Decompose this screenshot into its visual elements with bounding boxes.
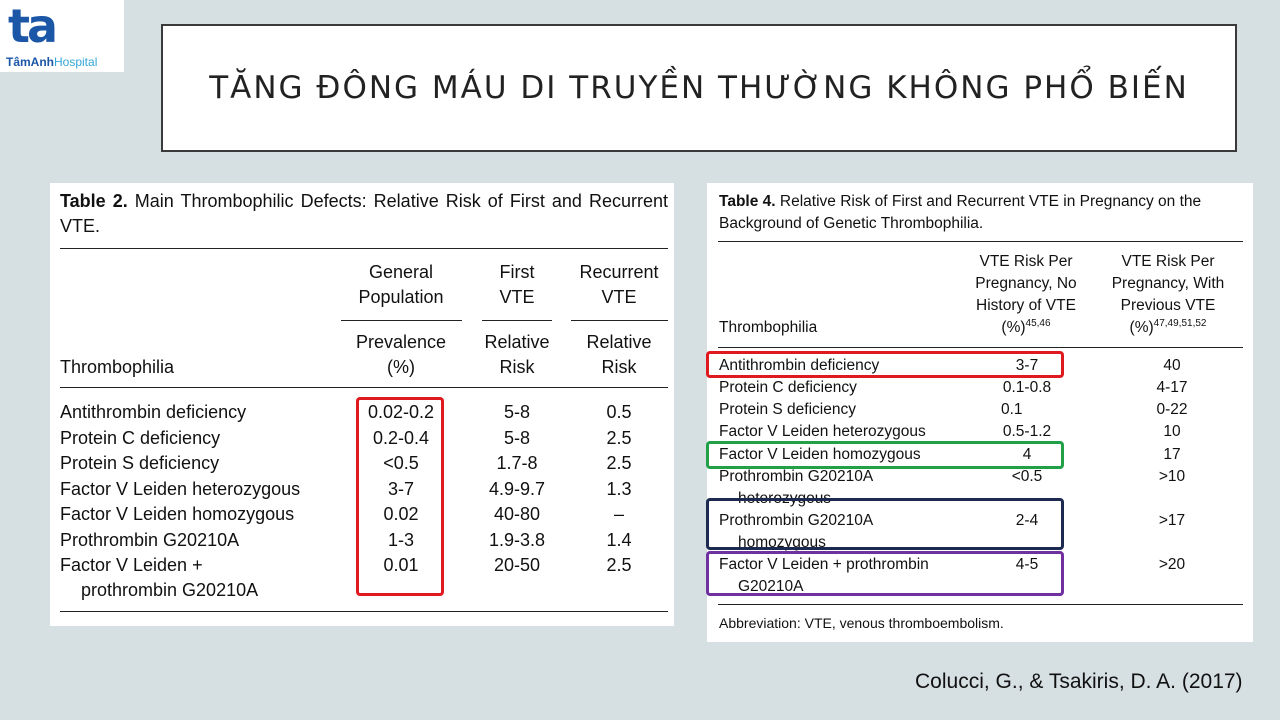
table-4-row-2-no-history: 0.1-0.8 (1002, 379, 1052, 396)
table-4-col-2-unit: (%) (1129, 319, 1154, 336)
table-4-row-5-name: Factor V Leiden homozygous (719, 446, 921, 463)
table-2-group-rule-3 (571, 320, 668, 321)
table-4-top-rule (718, 241, 1243, 242)
table-2-row-5-name: Factor V Leiden homozygous (60, 504, 295, 524)
table-2-row-3-recurrent-vte: 2.5 (606, 453, 632, 473)
logo-name-part1: TâmAnh (6, 55, 54, 69)
table-2-row-5-first-vte: 40-80 (493, 504, 541, 524)
table-2-label: Table 2. (60, 191, 128, 211)
table-4-row-header: Thrombophilia (719, 319, 818, 336)
table-4-row-7-with-previous: >17 (1158, 512, 1186, 529)
table-2-row-header: Thrombophilia (60, 357, 175, 377)
table-4-col-1-unit: (%) (1001, 319, 1026, 336)
table-4-row-6-with-previous: >10 (1158, 468, 1186, 485)
table-4-row-1-no-history: 3-7 (1015, 357, 1039, 374)
logo-name (6, 55, 97, 69)
table-2-bottom-rule (60, 611, 668, 612)
logo-mark: ta (8, 0, 56, 53)
table-4-caption (719, 191, 1247, 235)
table-4-row-1-with-previous: 40 (1163, 357, 1181, 374)
table-2-group-rule-1 (341, 320, 462, 321)
highlight-box-antithrombin (706, 351, 1064, 378)
table-2-row-6-name: Prothrombin G20210A (60, 529, 240, 550)
table-4-row-3-with-previous: 0-22 (1156, 401, 1188, 418)
table-4-col-2-title: VTE Risk Per Pregnancy, With Previous VTE (1111, 253, 1225, 314)
table-4-col-1-refs: 45,46 (1025, 317, 1051, 329)
table-4-bottom-rule (718, 604, 1243, 605)
table-2-row-7-recurrent-vte: 2.5 (606, 555, 632, 575)
table-4-row-6-continued: heterozygous (738, 490, 832, 507)
table-2-caption-text: Main Thrombophilic Defects: Relative Risk of First and Recurrent VTE. (60, 191, 668, 236)
hospital-logo (0, 0, 124, 72)
table-2-row-3-first-vte: 1.7-8 (496, 453, 538, 473)
highlight-box-prothrombin-homozygous (706, 498, 1064, 550)
table-2-row-1-recurrent-vte: 0.5 (606, 402, 632, 422)
table-2-row-7-name: Factor V Leiden + (60, 555, 203, 575)
table-2-sub-header-2: Relative Risk (484, 332, 550, 377)
table-2-row-5-recurrent-vte: – (613, 504, 624, 524)
table-2-row-1-prevalence: 0.02-0.2 (367, 402, 435, 422)
table-2-row-6-prevalence: 1-3 (387, 529, 414, 550)
table-2-sub-header-3: Relative Risk (586, 332, 652, 377)
table-2-row-7-prevalence: 0.01 (383, 555, 419, 575)
table-2-row-6-first-vte: 1.9-3.8 (488, 529, 546, 550)
table-4-row-5-no-history: 4 (1022, 446, 1032, 463)
table-4-row-7-name: Prothrombin G20210A (719, 512, 874, 529)
table-4-row-8-continued: G20210A (738, 578, 804, 595)
table-2-row-2-name: Protein C deficiency (60, 427, 221, 448)
table-4-row-4-name: Factor V Leiden heterozygous (719, 423, 926, 440)
table-4-row-8-with-previous: >20 (1158, 556, 1186, 573)
table-4-col-1-title: VTE Risk Per Pregnancy, No History of VTE (975, 253, 1077, 314)
table-2-row-7-continued: prothrombin G20210A (81, 580, 259, 600)
table-2-group-header-3: Recurrent VTE (579, 262, 659, 307)
table-2-row-4-name: Factor V Leiden heterozygous (60, 478, 301, 499)
highlight-box-fvl-prothrombin (706, 551, 1064, 596)
table-2-group-rule-2 (482, 320, 552, 321)
table-2-row-2-prevalence: 0.2-0.4 (372, 427, 430, 448)
table-4-row-3-no-history: 0.1 (1001, 401, 1023, 418)
table-4-row-6-no-history: <0.5 (1011, 468, 1043, 485)
table-4-col-2-header (1102, 251, 1234, 339)
table-4-row-4-with-previous: 10 (1163, 423, 1181, 440)
highlight-box-prevalence (356, 397, 444, 596)
table-2-row-1-name: Antithrombin deficiency (60, 402, 247, 422)
table-2-group-header-2: First VTE (499, 262, 535, 307)
table-2-header-rule (60, 387, 668, 388)
table-2-row-2-recurrent-vte: 2.5 (606, 427, 632, 448)
table-2-row-5-prevalence: 0.02 (383, 504, 419, 524)
table-4-row-5-with-previous: 17 (1163, 446, 1181, 463)
table-4-row-7-continued: homozygous (738, 534, 826, 551)
table-2-sub-header-1: Prevalence (%) (355, 332, 447, 377)
table-4-row-8-no-history: 4-5 (1015, 556, 1039, 573)
table-2-row-4-first-vte: 4.9-9.7 (488, 478, 546, 499)
table-2-row-6-recurrent-vte: 1.4 (606, 529, 632, 550)
table-2-row-1-first-vte: 5-8 (503, 402, 530, 422)
citation: Colucci, G., & Tsakiris, D. A. (2017) (915, 670, 1243, 693)
table-4-col-2-refs: 47,49,51,52 (1153, 317, 1207, 329)
slide-title: TĂNG ĐÔNG MÁU DI TRUYỀN THƯỜNG KHÔNG PHỔ BIẾN (209, 70, 1189, 106)
table-2-row-2-first-vte: 5-8 (503, 427, 530, 448)
table-4-row-2-name: Protein C deficiency (719, 379, 857, 396)
table-2-group-header-1: General Population (358, 262, 444, 307)
table-2-caption (60, 189, 668, 239)
table-4-row-2-with-previous: 4-17 (1156, 379, 1188, 396)
table-4-header-rule (718, 347, 1243, 348)
highlight-box-fvl-homozygous (706, 441, 1064, 469)
table-4-row-7-no-history: 2-4 (1015, 512, 1039, 529)
table-4-caption-text: Relative Risk of First and Recurrent VTE in Pregnancy on the Background of Genetic Thrombophilia. (719, 193, 1202, 232)
table-4-col-1-header (965, 251, 1087, 339)
table-4-row-6-name: Prothrombin G20210A (719, 468, 874, 485)
table-4-footnote: Abbreviation: VTE, venous thromboembolism. (719, 615, 1004, 631)
table-2-top-rule (60, 248, 668, 249)
table-4-row-8-name: Factor V Leiden + prothrombin (719, 556, 929, 573)
table-4-row-3-name: Protein S deficiency (719, 401, 856, 418)
table-4-label: Table 4. (719, 193, 776, 210)
slide-title-box (161, 24, 1237, 152)
logo-name-part2: Hospital (54, 55, 98, 69)
table-2-row-4-recurrent-vte: 1.3 (606, 478, 632, 499)
table-2-row-4-prevalence: 3-7 (387, 478, 414, 499)
table-2-row-7-first-vte: 20-50 (493, 555, 541, 575)
table-2-row-3-name: Protein S deficiency (60, 453, 220, 473)
table-4-row-1-name: Antithrombin deficiency (719, 357, 880, 374)
table-2-row-3-prevalence: <0.5 (383, 453, 419, 473)
table-4-row-4-no-history: 0.5-1.2 (1002, 423, 1052, 440)
